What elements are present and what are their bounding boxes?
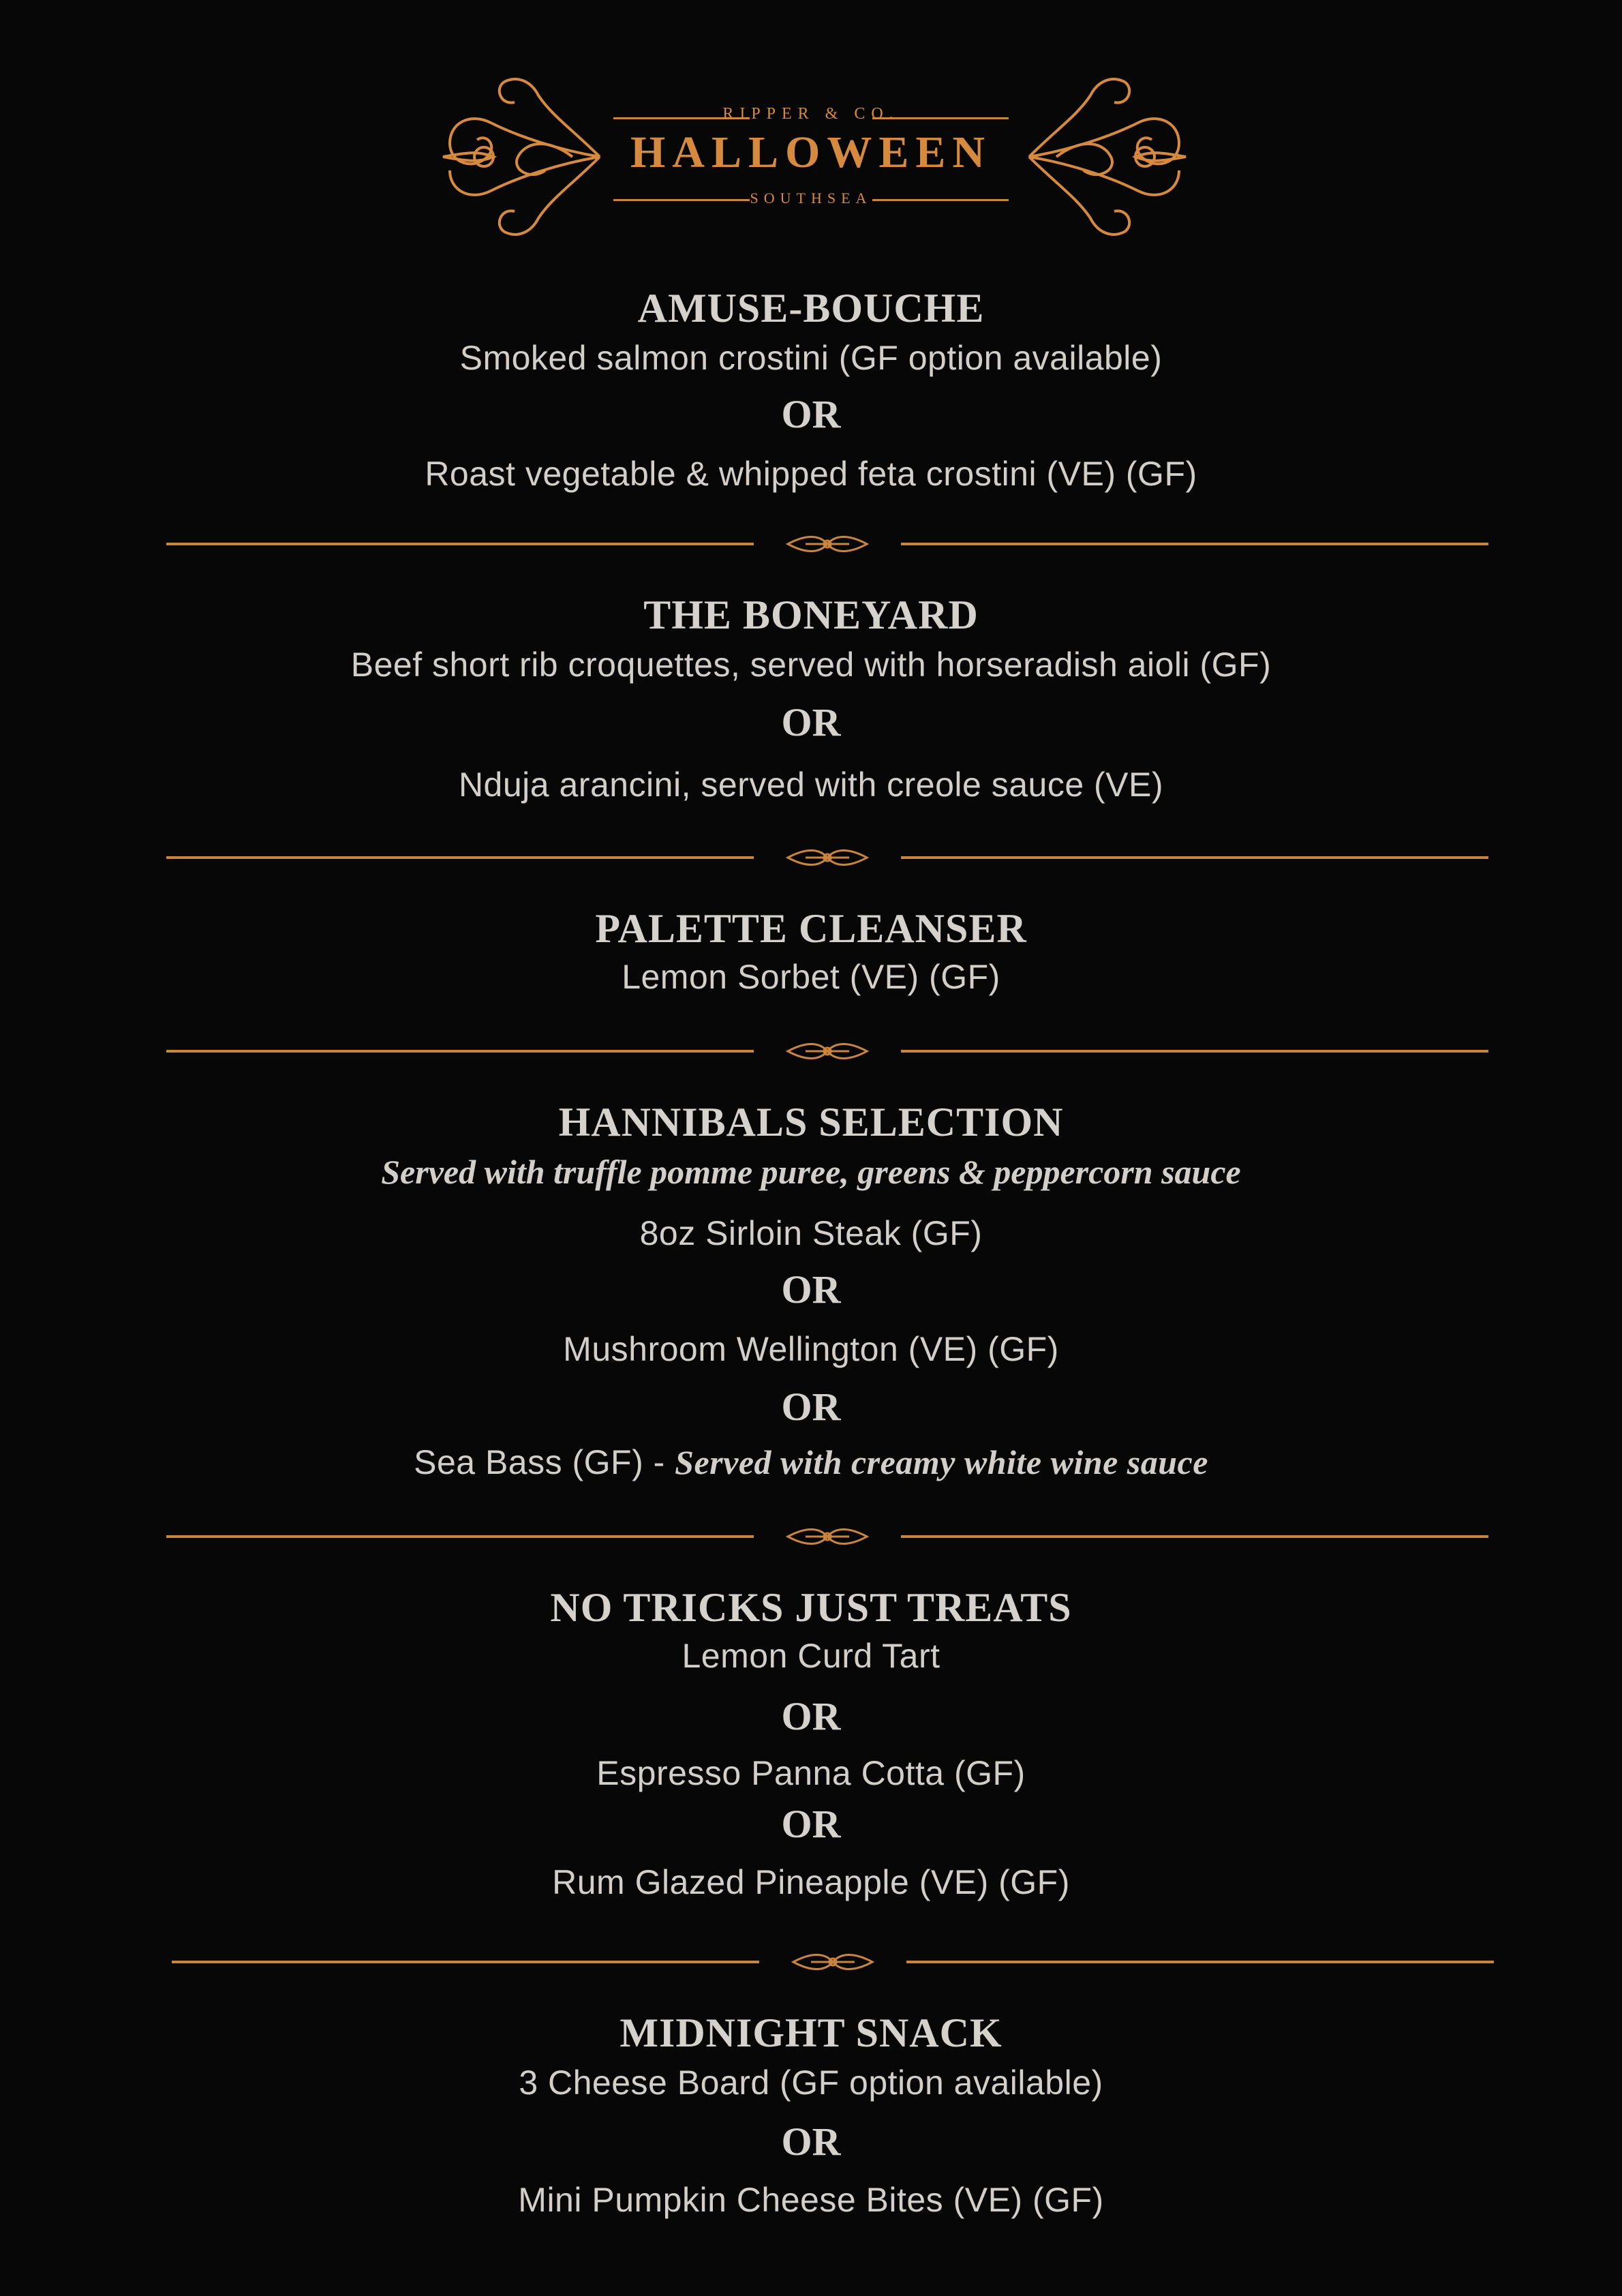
or-separator: OR <box>781 700 841 744</box>
or-separator: OR <box>781 1802 841 1846</box>
menu-item: Lemon Sorbet (VE) (GF) <box>622 958 1000 996</box>
course-title-no-tricks-just-treats: NO TRICKS JUST TREATS <box>550 1585 1072 1630</box>
divider-ornament-icon <box>785 1040 870 1062</box>
divider-ornament-icon <box>785 1526 870 1547</box>
menu-item: Mini Pumpkin Cheese Bites (VE) (GF) <box>518 2181 1104 2219</box>
brand-bottom-line: SOUTHSEA <box>750 190 872 207</box>
menu-item: Lemon Curd Tart <box>682 1637 940 1675</box>
menu-item: 3 Cheese Board (GF option available) <box>519 2064 1103 2102</box>
or-separator: OR <box>781 1267 841 1312</box>
brand-title: HALLOWEEN <box>630 127 992 177</box>
section-divider <box>0 1523 1622 1550</box>
course-title-palette-cleanser: PALETTE CLEANSER <box>595 906 1027 951</box>
divider-ornament-icon <box>785 533 870 555</box>
menu-item: Rum Glazed Pineapple (VE) (GF) <box>552 1863 1070 1901</box>
menu-item: Roast vegetable & whipped feta crostini (VE) (GF) <box>425 455 1197 493</box>
menu-item: 8oz Sirloin Steak (GF) <box>639 1214 983 1252</box>
section-divider <box>0 1038 1622 1065</box>
menu-item: Espresso Panna Cotta (GF) <box>596 1754 1026 1792</box>
brand-top-line: RIPPER & CO. <box>722 105 900 123</box>
menu-header <box>0 68 1622 259</box>
menu-item: Smoked salmon crostini (GF option available) <box>459 339 1163 377</box>
menu-item: Beef short rib croquettes, served with horseradish aioli (GF) <box>350 646 1272 684</box>
flourish-right-icon <box>1015 68 1193 245</box>
divider-ornament-icon <box>785 847 870 868</box>
or-separator: OR <box>781 392 841 436</box>
menu-item-sea-bass <box>0 1442 1622 1482</box>
menu-item: Mushroom Wellington (VE) (GF) <box>563 1330 1059 1368</box>
menu-item-label: Sea Bass (GF) - <box>414 1443 675 1481</box>
or-separator: OR <box>781 2119 841 2164</box>
course-note: Served with truffle pomme puree, greens & peppercorn sauce <box>381 1153 1241 1191</box>
section-divider <box>0 1948 1622 1976</box>
or-separator: OR <box>781 1385 841 1429</box>
course-title-midnight-snack: MIDNIGHT SNACK <box>619 2010 1003 2055</box>
or-separator: OR <box>781 1694 841 1738</box>
section-divider <box>0 844 1622 871</box>
course-title-hannibals-selection: HANNIBALS SELECTION <box>558 1100 1064 1145</box>
section-divider <box>0 530 1622 558</box>
divider-ornament-icon <box>791 1951 875 1973</box>
course-title-the-boneyard: THE BONEYARD <box>643 592 979 637</box>
course-title-amuse-bouche: AMUSE-BOUCHE <box>637 286 985 331</box>
menu-item: Nduja arancini, served with creole sauce (VE) <box>458 766 1164 804</box>
menu-item-note: Served with creamy white wine sauce <box>675 1443 1208 1481</box>
